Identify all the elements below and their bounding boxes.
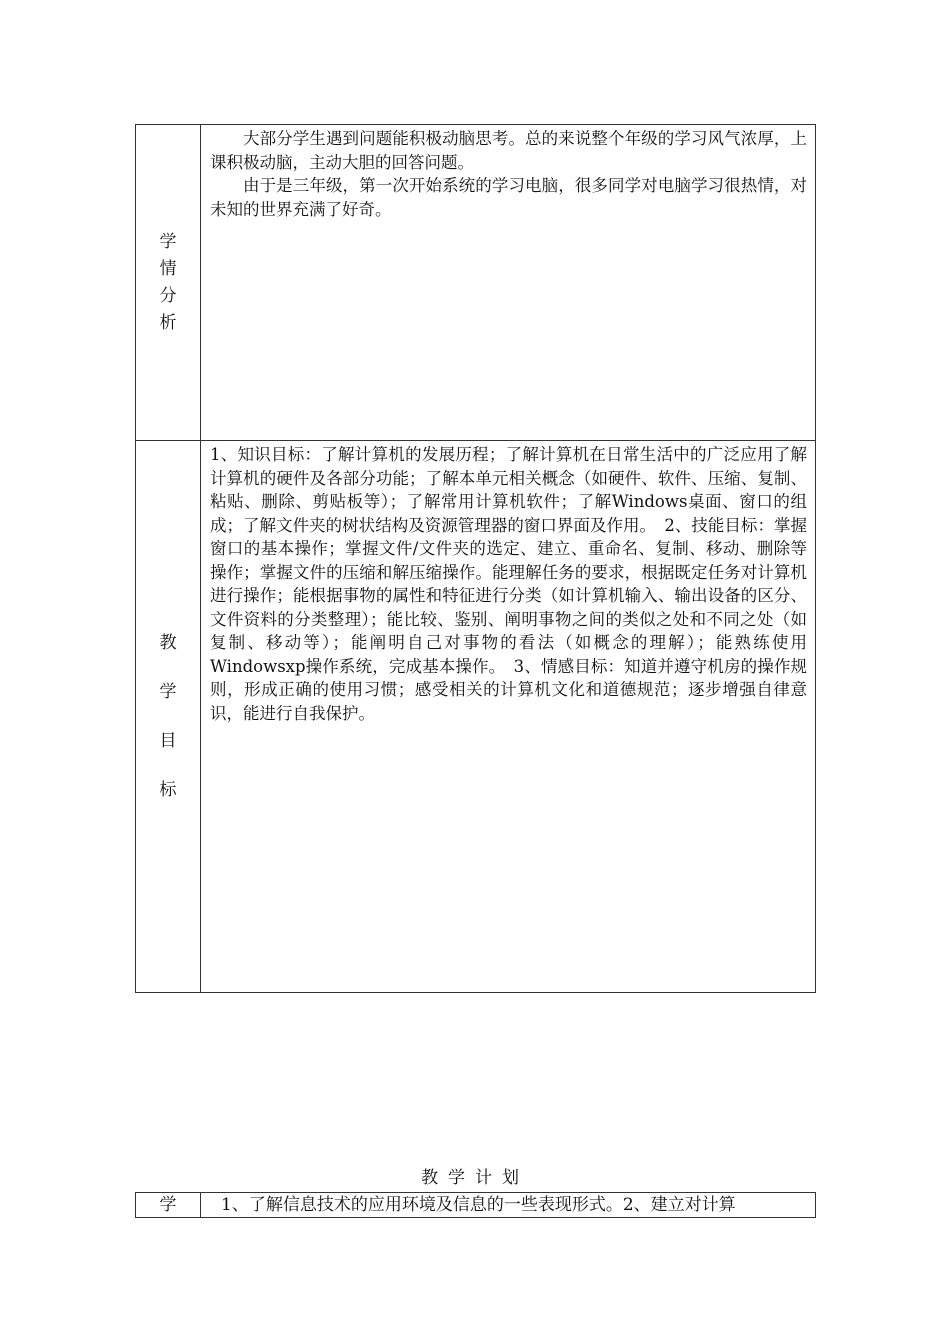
analysis-label-char: 学 (159, 231, 177, 252)
goals-label (136, 619, 200, 815)
plan-title: 教学计划 (421, 1168, 529, 1188)
analysis-content (201, 125, 816, 441)
goals-label-char: 标 (159, 779, 177, 800)
goals-label-char: 目 (159, 730, 177, 751)
goals-label-cell (136, 441, 201, 993)
plan-label: 学 (136, 1193, 201, 1218)
analysis-label-char: 情 (159, 258, 177, 279)
student-analysis-table (135, 124, 816, 993)
plan-content: 1、了解信息技术的应用环境及信息的一些表现形式。2、建立对计算 (201, 1193, 816, 1218)
goals-label-char: 教 (159, 632, 177, 653)
analysis-label-char: 分 (159, 285, 177, 306)
analysis-label-cell (136, 125, 201, 441)
analysis-paragraph: 由于是三年级，第一次开始系统的学习电脑，很多同学对电脑学习很热情，对未知的世界充满了好奇。 (210, 176, 807, 219)
goals-paragraph: 1、知识目标：了解计算机的发展历程；了解计算机在日常生活中的广泛应用了解计算机的硬件及各部分功能；了解本单元相关概念（如硬件、软件、压缩、复制、粘贴、删除、剪贴板等）；了解常用计算机软件；了解Windows桌面、窗口的组成；了解文件夹的树状结构及资源管理器的窗口界面及作用。 2、技能目标：掌握窗口的基本操作；掌握文件/文件夹的选定、建立、重命名、复制、移动、删除等操作；掌握文件的压缩和解压缩操作。能理解任务的要求，根据既定任务对计算机进行操作；能根据事物的属性和特征进行分类（如计算机输入、输出设备的区分、文件资料的分类整理）；能比较、鉴别、阐明事物之间的类似之处和不同之处（如复制、移动等）；能阐明自己对事物的看法（如概念的理解）；能熟练使用Windowsxp操作系统，完成基本操作。 3、情感目标：知道并遵守机房的操作规则，形成正确的使用习惯；感受相关的计算机文化和道德规范；逐步增强自律意识，能进行自我保护。 (210, 445, 807, 723)
goals-content (201, 441, 816, 993)
teaching-plan-table (135, 1192, 816, 1218)
analysis-label (136, 229, 200, 337)
goals-label-char: 学 (159, 681, 177, 702)
analysis-label-char: 析 (159, 312, 177, 333)
analysis-paragraph: 大部分学生遇到问题能积极动脑思考。总的来说整个年级的学习风气浓厚，上课积极动脑，主动大胆的回答问题。 (210, 129, 807, 172)
